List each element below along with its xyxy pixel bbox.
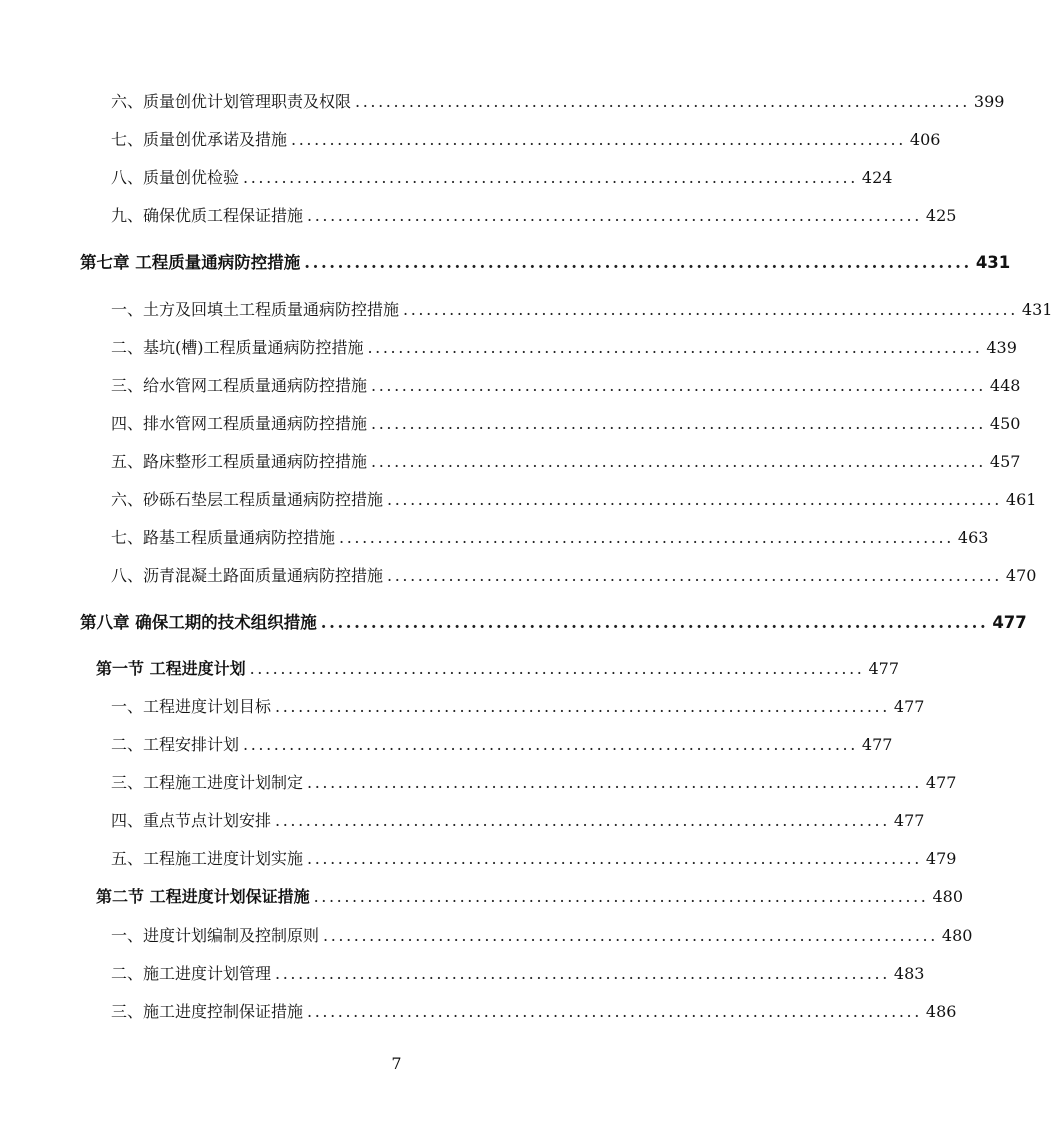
toc-entry-page: 425 xyxy=(925,206,957,225)
toc-entry-page: 424 xyxy=(861,168,893,187)
toc-entry-page: 477 xyxy=(893,811,925,830)
toc-chapter-entry[interactable] xyxy=(80,613,1027,633)
toc-entry-page: 470 xyxy=(1005,566,1037,585)
toc-entry-title: 六、质量创优计划管理职责及权限 xyxy=(111,92,352,111)
toc-entry[interactable] xyxy=(111,735,893,755)
toc-entry-page: 463 xyxy=(957,528,989,547)
toc-entry-page: 480 xyxy=(932,887,963,906)
toc-entry[interactable] xyxy=(111,811,925,831)
toc-entry-title: 五、路床整形工程质量通病防控措施 xyxy=(111,452,368,471)
page-number: 7 xyxy=(391,1054,402,1073)
toc-entry-title: 一、土方及回填土工程质量通病防控措施 xyxy=(111,300,400,319)
toc-entry-page: 477 xyxy=(893,697,925,716)
toc-entry-page: 477 xyxy=(992,613,1027,632)
toc-entry-title: 三、工程施工进度计划制定 xyxy=(111,773,304,792)
toc-entry-page: 457 xyxy=(989,452,1021,471)
toc-entry-title: 八、质量创优检验 xyxy=(111,168,240,187)
toc-entry[interactable] xyxy=(111,697,925,717)
toc-entry-title: 一、工程进度计划目标 xyxy=(111,697,272,716)
toc-entry-page: 399 xyxy=(973,92,1005,111)
toc-entry-title: 六、砂砾石垫层工程质量通病防控措施 xyxy=(111,490,384,509)
toc-entry-page: 483 xyxy=(893,964,925,983)
dot-leader: ................................................................................ xyxy=(275,811,890,830)
dot-leader: ................................................................................ xyxy=(387,566,1002,585)
dot-leader: ................................................................................ xyxy=(249,659,865,678)
toc-entry-title: 九、确保优质工程保证措施 xyxy=(111,206,304,225)
toc-entry-page: 448 xyxy=(989,376,1021,395)
toc-entry-page: 450 xyxy=(989,414,1021,433)
toc-entry-page: 461 xyxy=(1005,490,1037,509)
toc-entry[interactable] xyxy=(111,926,973,946)
toc-entry[interactable] xyxy=(111,338,1017,358)
toc-entry-page: 406 xyxy=(909,130,941,149)
toc-entry-page: 477 xyxy=(925,773,957,792)
toc-entry-page: 479 xyxy=(925,849,957,868)
toc-entry[interactable] xyxy=(111,490,1037,510)
dot-leader: ................................................................................ xyxy=(403,300,1018,319)
toc-entry[interactable] xyxy=(111,964,925,984)
dot-leader: ................................................................................ xyxy=(243,735,858,754)
dot-leader: ................................................................................ xyxy=(320,613,989,632)
toc-entry-page: 431 xyxy=(1021,300,1052,319)
toc-entry-title: 一、进度计划编制及控制原则 xyxy=(111,926,320,945)
dot-leader: ................................................................................ xyxy=(339,528,954,547)
toc-entry-page: 480 xyxy=(941,926,973,945)
toc-entry[interactable] xyxy=(111,92,1005,112)
toc-entry-page: 477 xyxy=(868,659,899,678)
toc-entry-title: 四、排水管网工程质量通病防控措施 xyxy=(111,414,368,433)
dot-leader: ................................................................................ xyxy=(323,926,938,945)
toc-entry-title: 第七章 工程质量通病防控措施 xyxy=(80,253,301,272)
toc-entry-page: 439 xyxy=(986,338,1017,357)
toc-entry-title: 四、重点节点计划安排 xyxy=(111,811,272,830)
toc-entry-page: 431 xyxy=(975,253,1011,272)
dot-leader: ................................................................................ xyxy=(307,849,922,868)
toc-entry-title: 二、基坑(槽)工程质量通病防控措施 xyxy=(111,338,364,357)
toc-entry[interactable] xyxy=(111,130,941,150)
toc-entry-title: 第八章 确保工期的技术组织措施 xyxy=(80,613,317,632)
toc-entry[interactable] xyxy=(111,206,957,226)
toc-entry[interactable] xyxy=(111,414,1021,434)
toc-entry[interactable] xyxy=(111,528,989,548)
toc-entry[interactable] xyxy=(111,300,1052,320)
dot-leader: ................................................................................ xyxy=(304,253,972,272)
toc-entry-page: 477 xyxy=(861,735,893,754)
toc-section-entry[interactable] xyxy=(96,887,963,907)
dot-leader: ................................................................................ xyxy=(243,168,858,187)
toc-entry[interactable] xyxy=(111,1002,957,1022)
toc-entry-title: 七、质量创优承诺及措施 xyxy=(111,130,288,149)
dot-leader: ................................................................................ xyxy=(307,1002,922,1021)
dot-leader: ................................................................................ xyxy=(355,92,970,111)
toc-entry-title: 第一节 工程进度计划 xyxy=(96,659,246,678)
dot-leader: ................................................................................ xyxy=(307,206,922,225)
toc-entry[interactable] xyxy=(111,773,957,793)
toc-entry-title: 第二节 工程进度计划保证措施 xyxy=(96,887,310,906)
toc-entry[interactable] xyxy=(111,376,1021,396)
dot-leader: ................................................................................ xyxy=(371,452,986,471)
toc-entry[interactable] xyxy=(111,849,957,869)
dot-leader: ................................................................................ xyxy=(371,414,986,433)
toc-entry-title: 八、沥青混凝土路面质量通病防控措施 xyxy=(111,566,384,585)
toc-entry[interactable] xyxy=(111,452,1021,472)
toc-entry-title: 五、工程施工进度计划实施 xyxy=(111,849,304,868)
toc-entry[interactable] xyxy=(111,566,1037,586)
dot-leader: ................................................................................ xyxy=(313,887,929,906)
toc-entry-title: 二、施工进度计划管理 xyxy=(111,964,272,983)
toc-entry-title: 七、路基工程质量通病防控措施 xyxy=(111,528,336,547)
toc-entry[interactable] xyxy=(111,168,893,188)
toc-entry-title: 三、给水管网工程质量通病防控措施 xyxy=(111,376,368,395)
toc-chapter-entry[interactable] xyxy=(80,253,1011,273)
dot-leader: ................................................................................ xyxy=(371,376,986,395)
dot-leader: ................................................................................ xyxy=(387,490,1002,509)
dot-leader: ................................................................................ xyxy=(275,964,890,983)
dot-leader: ................................................................................ xyxy=(275,697,890,716)
toc-entry-title: 三、施工进度控制保证措施 xyxy=(111,1002,304,1021)
dot-leader: ................................................................................ xyxy=(367,338,983,357)
toc-entry-title: 二、工程安排计划 xyxy=(111,735,240,754)
toc-section-entry[interactable] xyxy=(96,659,899,679)
dot-leader: ................................................................................ xyxy=(307,773,922,792)
dot-leader: ................................................................................ xyxy=(291,130,906,149)
toc-entry-page: 486 xyxy=(925,1002,957,1021)
